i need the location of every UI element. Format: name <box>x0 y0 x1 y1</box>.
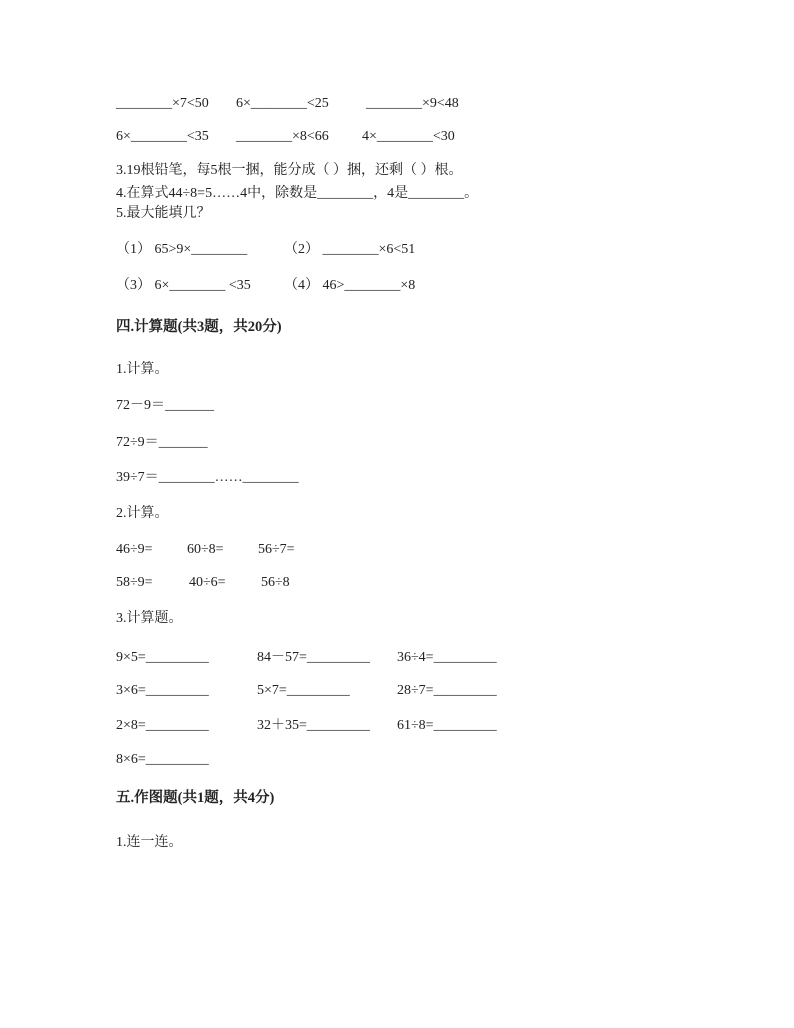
s4-p3-r3-c3: 61÷8=_________ <box>397 718 497 733</box>
s4-p3-r3-c2: 32＋35=_________ <box>257 718 370 733</box>
section-5-heading: 五.作图题(共1题，共4分) <box>116 790 275 806</box>
s4-p1-title: 1.计算。 <box>116 362 169 377</box>
question-5-title: 5.最大能填几？ <box>116 206 211 221</box>
s4-p2-r2-c1: 58÷9= <box>116 575 153 590</box>
s4-p3-r2-c1: 3×6=_________ <box>116 683 209 698</box>
s4-p2-r1-c3: 56÷7= <box>258 542 295 557</box>
s4-p1-line-1: 72－9＝_______ <box>116 398 214 413</box>
s4-p3-title: 3.计算题。 <box>116 611 183 626</box>
s4-p3-r4-c1: 8×6=_________ <box>116 752 209 767</box>
s4-p3-r1-c1: 9×5=_________ <box>116 650 209 665</box>
question-3: 3.19根铅笔，每5根一捆，能分成（ ）捆，还剩（ ）根。 <box>116 163 463 178</box>
ineq-d: 6×________<35 <box>116 129 209 144</box>
s4-p2-title: 2.计算。 <box>116 506 169 521</box>
s4-p2-r1-c1: 46÷9= <box>116 542 153 557</box>
s4-p2-r2-c2: 40÷6= <box>189 575 226 590</box>
ineq-e: ________×8<66 <box>236 129 329 144</box>
question-4: 4.在算式44÷8=5……4中，除数是________，4是________。 <box>116 186 479 201</box>
s4-p2-r1-c2: 60÷8= <box>187 542 224 557</box>
ineq-c: ________×9<48 <box>366 96 459 111</box>
s4-p1-line-3: 39÷7＝________……________ <box>116 470 299 485</box>
q5-item-4: （4） 46>________×8 <box>284 278 416 293</box>
s4-p3-r2-c2: 5×7=_________ <box>257 683 350 698</box>
ineq-b: 6×________<25 <box>236 96 329 111</box>
q5-item-3: （3） 6×________ <35 <box>116 278 251 293</box>
section-4-heading: 四.计算题(共3题，共20分) <box>116 319 282 335</box>
s4-p3-r1-c2: 84－57=_________ <box>257 650 370 665</box>
s4-p2-r2-c3: 56÷8 <box>261 575 290 590</box>
s5-p1-title: 1.连一连。 <box>116 835 183 850</box>
q5-item-2: （2） ________×6<51 <box>284 242 416 257</box>
s4-p1-line-2: 72÷9＝_______ <box>116 435 208 450</box>
q5-item-1: （1） 65>9×________ <box>116 242 248 257</box>
ineq-a: ________×7<50 <box>116 96 209 111</box>
s4-p3-r2-c3: 28÷7=_________ <box>397 683 497 698</box>
ineq-f: 4×________<30 <box>362 129 455 144</box>
s4-p3-r3-c1: 2×8=_________ <box>116 718 209 733</box>
s4-p3-r1-c3: 36÷4=_________ <box>397 650 497 665</box>
